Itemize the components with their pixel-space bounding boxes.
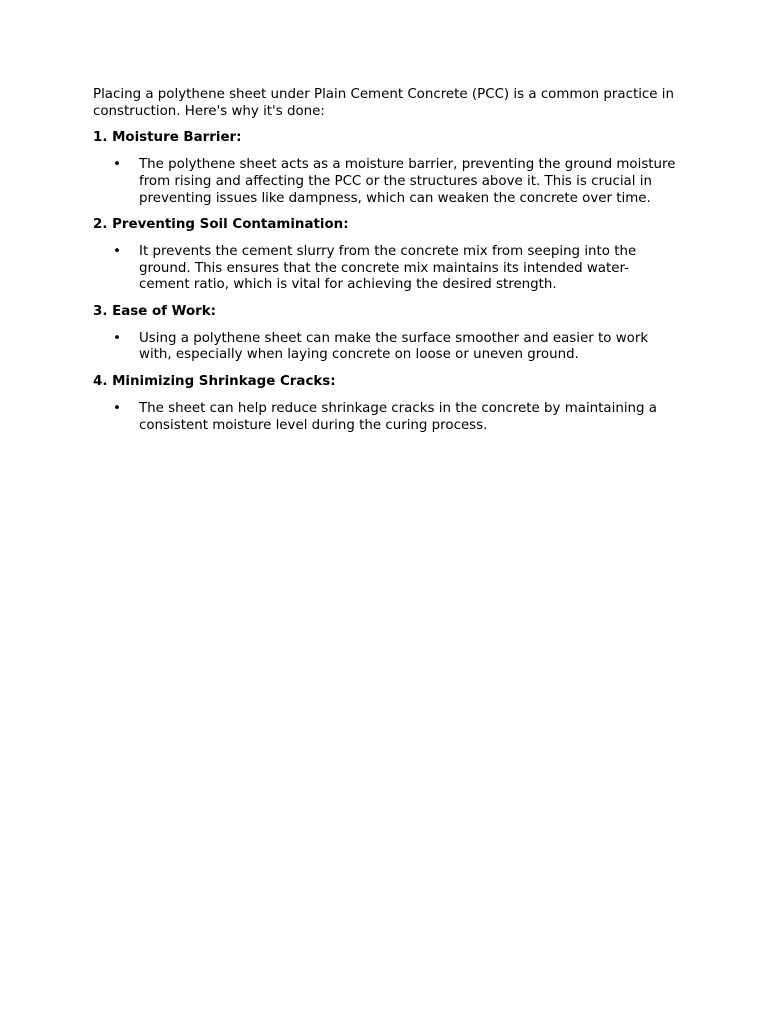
list-item [93,157,678,207]
document-page [93,87,678,444]
bullet-icon: • [113,157,121,173]
bullet-list [93,244,678,294]
bullet-text: It prevents the cement slurry from the concrete mix from seeping into the ground. This ensures that the concrete mix maintains its intended water-cement ratio, which is vital for achieving the desired strength. [139,243,637,293]
list-item [93,244,678,294]
bullet-list [93,157,678,207]
bullet-icon: • [113,400,121,416]
section-heading: 2. Preventing Soil Contamination: [93,217,349,233]
intro-paragraph: Placing a polythene sheet under Plain Cement Concrete (PCC) is a common practice in construction. Here's why it's done: [93,87,675,119]
bullet-text: Using a polythene sheet can make the surface smoother and easier to work with, especially when laying concrete on loose or uneven ground. [139,330,649,363]
bullet-icon: • [113,330,121,346]
bullet-text: The sheet can help reduce shrinkage cracks in the concrete by maintaining a consistent moisture level during the curing process. [139,400,657,433]
bullet-text: The polythene sheet acts as a moisture barrier, preventing the ground moisture from rising and affecting the PCC or the structures above it. This is crucial in preventing issues like dampness, which can weaken the concrete over time. [139,157,676,206]
section-minimizing-shrinkage-cracks [93,374,678,434]
section-moisture-barrier [93,130,678,207]
section-ease-of-work [93,304,678,364]
bullet-list [93,331,678,364]
section-preventing-soil-contamination [93,217,678,294]
section-heading: 4. Minimizing Shrinkage Cracks: [93,374,336,390]
section-heading: 3. Ease of Work: [93,304,217,320]
bullet-icon: • [113,243,121,259]
list-item [93,401,678,434]
section-heading: 1. Moisture Barrier: [93,130,242,146]
list-item [93,331,678,364]
bullet-list [93,401,678,434]
